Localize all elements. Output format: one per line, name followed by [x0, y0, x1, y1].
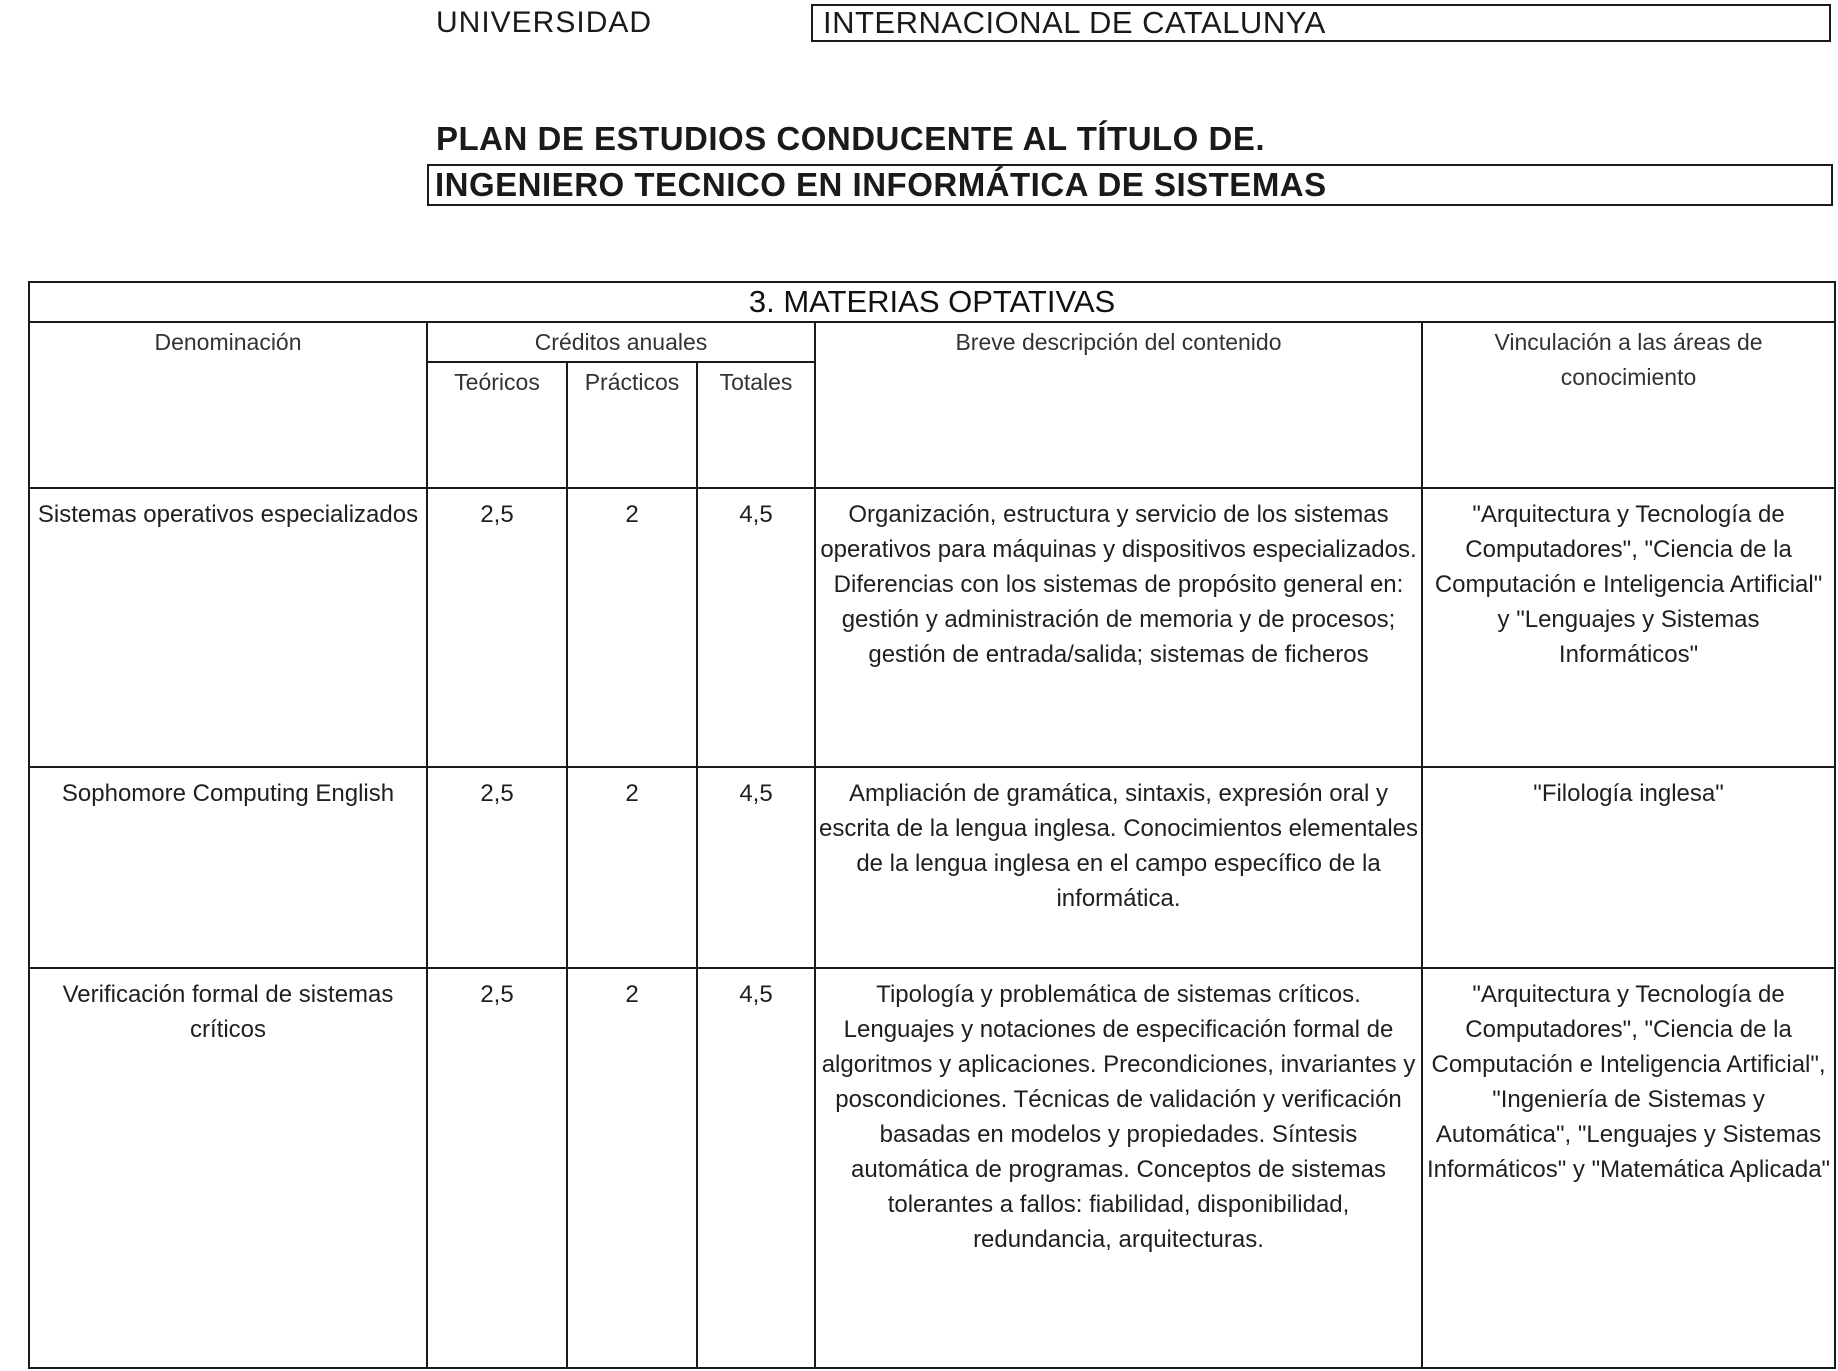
subject-name: Sophomore Computing English — [29, 767, 427, 968]
column-header-practicos: Prácticos — [567, 362, 697, 488]
knowledge-areas: "Filología inglesa" — [1422, 767, 1835, 968]
university-label: UNIVERSIDAD — [436, 6, 653, 39]
column-header-descripcion: Breve descripción del contenido — [815, 322, 1422, 488]
knowledge-areas: "Arquitectura y Tecnología de Computadores", "Ciencia de la Computación e Inteligencia Artificial", "Ingeniería de Sistemas y Automática", "Lenguajes y Sistemas Informáticos" y "Matemática Aplicada" — [1422, 968, 1835, 1368]
plan-title: PLAN DE ESTUDIOS CONDUCENTE AL TÍTULO DE. — [436, 120, 1266, 157]
degree-name-field: INGENIERO TECNICO EN INFORMÁTICA DE SISTEMAS — [427, 164, 1833, 206]
credits-total: 4,5 — [697, 767, 815, 968]
credits-practice: 2 — [567, 767, 697, 968]
column-header-teoricos: Teóricos — [427, 362, 567, 488]
credits-total: 4,5 — [697, 488, 815, 767]
credits-total: 4,5 — [697, 968, 815, 1368]
credits-theory: 2,5 — [427, 968, 567, 1368]
table-row — [29, 488, 1835, 767]
table-row — [29, 968, 1835, 1368]
subject-name: Sistemas operativos especializados — [29, 488, 427, 767]
subject-name: Verificación formal de sistemas críticos — [29, 968, 427, 1368]
column-header-denominacion: Denominación — [29, 322, 427, 488]
table-row — [29, 767, 1835, 968]
column-header-creditos: Créditos anuales — [427, 322, 815, 362]
subject-description: Organización, estructura y servicio de los sistemas operativos para máquinas y dispositivos especializados. Diferencias con los sistemas de propósito general en: gestión y administración de memoria y de procesos; gestión de entrada/salida; sistemas de ficheros — [815, 488, 1422, 767]
credits-theory: 2,5 — [427, 767, 567, 968]
university-name-field: INTERNACIONAL DE CATALUNYA — [811, 4, 1831, 42]
header-row — [29, 322, 1835, 362]
credits-practice: 2 — [567, 488, 697, 767]
credits-practice: 2 — [567, 968, 697, 1368]
knowledge-areas: "Arquitectura y Tecnología de Computadores", "Ciencia de la Computación e Inteligencia Artificial" y "Lenguajes y Sistemas Informáticos" — [1422, 488, 1835, 767]
optional-subjects-table — [28, 281, 1836, 1369]
credits-theory: 2,5 — [427, 488, 567, 767]
table-title: 3. MATERIAS OPTATIVAS — [29, 282, 1835, 322]
table-title-row — [29, 282, 1835, 322]
subject-description: Ampliación de gramática, sintaxis, expresión oral y escrita de la lengua inglesa. Conocimientos elementales de la lengua inglesa en el campo específico de la informática. — [815, 767, 1422, 968]
column-header-vinculacion: Vinculación a las áreas de conocimiento — [1422, 322, 1835, 488]
subject-description: Tipología y problemática de sistemas críticos. Lenguajes y notaciones de especificación formal de algoritmos y aplicaciones. Precondiciones, invariantes y poscondiciones. Técnicas de validación y verificación basadas en modelos y propiedades. Síntesis automática de programas. Conceptos de sistemas tolerantes a fallos: fiabilidad, disponibilidad, redundancia, arquitecturas. — [815, 968, 1422, 1368]
column-header-totales: Totales — [697, 362, 815, 488]
